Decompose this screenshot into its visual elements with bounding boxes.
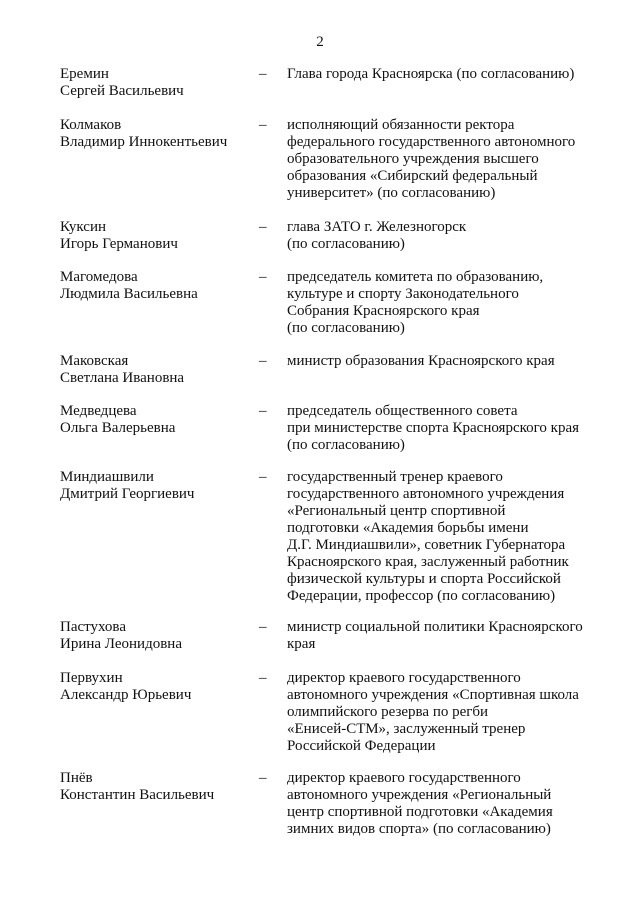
member-given-names: Игорь Германович — [60, 236, 178, 252]
member-given-names: Дмитрий Георгиевич — [60, 486, 195, 502]
member-given-names: Ирина Леонидовна — [60, 636, 182, 652]
member-surname: Пастухова — [60, 619, 126, 635]
member-role: министр социальной политики Красноярского края — [287, 619, 583, 652]
member-surname: Миндиашвили — [60, 469, 154, 485]
member-name — [60, 670, 245, 704]
page-number: 2 — [316, 34, 324, 50]
member-surname: Маковская — [60, 353, 129, 369]
dash-separator: – — [259, 219, 267, 235]
member-surname: Куксин — [60, 219, 107, 235]
dash-separator: – — [259, 117, 267, 133]
dash-separator: – — [259, 269, 267, 285]
member-role: председатель общественного совета при министерстве спорта Красноярского края (по согласованию) — [287, 403, 580, 453]
member-given-names: Людмила Васильевна — [60, 286, 198, 302]
member-surname: Первухин — [60, 670, 123, 686]
member-role: министр образования Красноярского края — [287, 353, 555, 369]
member-role: председатель комитета по образованию, культуре и спорту Законодательного Собрания Красноярского края (по согласованию) — [287, 269, 544, 336]
member-name — [60, 219, 245, 253]
member-role: Глава города Красноярска (по согласованию) — [287, 66, 575, 82]
member-name — [60, 353, 245, 387]
member-given-names: Владимир Иннокентьевич — [60, 134, 228, 150]
member-name — [60, 619, 245, 653]
member-name — [60, 269, 245, 303]
member-surname: Колмаков — [60, 117, 122, 133]
member-given-names: Ольга Валерьевна — [60, 420, 176, 436]
member-name — [60, 770, 245, 804]
member-surname: Медведцева — [60, 403, 137, 419]
member-surname: Еремин — [60, 66, 109, 82]
member-name — [60, 117, 245, 151]
dash-separator: – — [259, 770, 267, 786]
member-surname: Магомедова — [60, 269, 138, 285]
member-role: директор краевого государственного автономного учреждения «Спортивная школа олимпийского резерва по регби «Енисей-СТМ», заслуженный тренер Российской Федерации — [287, 670, 579, 754]
member-name — [60, 469, 245, 503]
member-given-names: Александр Юрьевич — [60, 687, 192, 703]
member-role: государственный тренер краевого государственного автономного учреждения «Региональный центр спортивной подготовки «Академия борьбы имени Д.Г. Миндиашвили», советник Губернатора Красноярского края, заслуженный работник физической культуры и спорта Российской Федерации, профессор (по согласованию) — [287, 469, 569, 604]
member-name — [60, 66, 245, 100]
member-given-names: Светлана Ивановна — [60, 370, 185, 386]
dash-separator: – — [259, 66, 267, 82]
dash-separator: – — [259, 670, 267, 686]
member-given-names: Константин Васильевич — [60, 787, 215, 803]
member-given-names: Сергей Васильевич — [60, 83, 184, 99]
dash-separator: – — [259, 353, 267, 369]
dash-separator: – — [259, 403, 267, 419]
member-role: глава ЗАТО г. Железногорск (по согласованию) — [287, 219, 467, 252]
member-name — [60, 403, 245, 437]
member-role: директор краевого государственного автономного учреждения «Региональный центр спортивной подготовки «Академия зимних видов спорта» (по согласованию) — [287, 770, 553, 837]
dash-separator: – — [259, 619, 267, 635]
dash-separator: – — [259, 469, 267, 485]
member-role: исполняющий обязанности ректора федерального государственного автономного образовательного учреждения высшего образования «Сибирский федеральный университет» (по согласованию) — [287, 117, 576, 201]
member-surname: Пнёв — [60, 770, 93, 786]
